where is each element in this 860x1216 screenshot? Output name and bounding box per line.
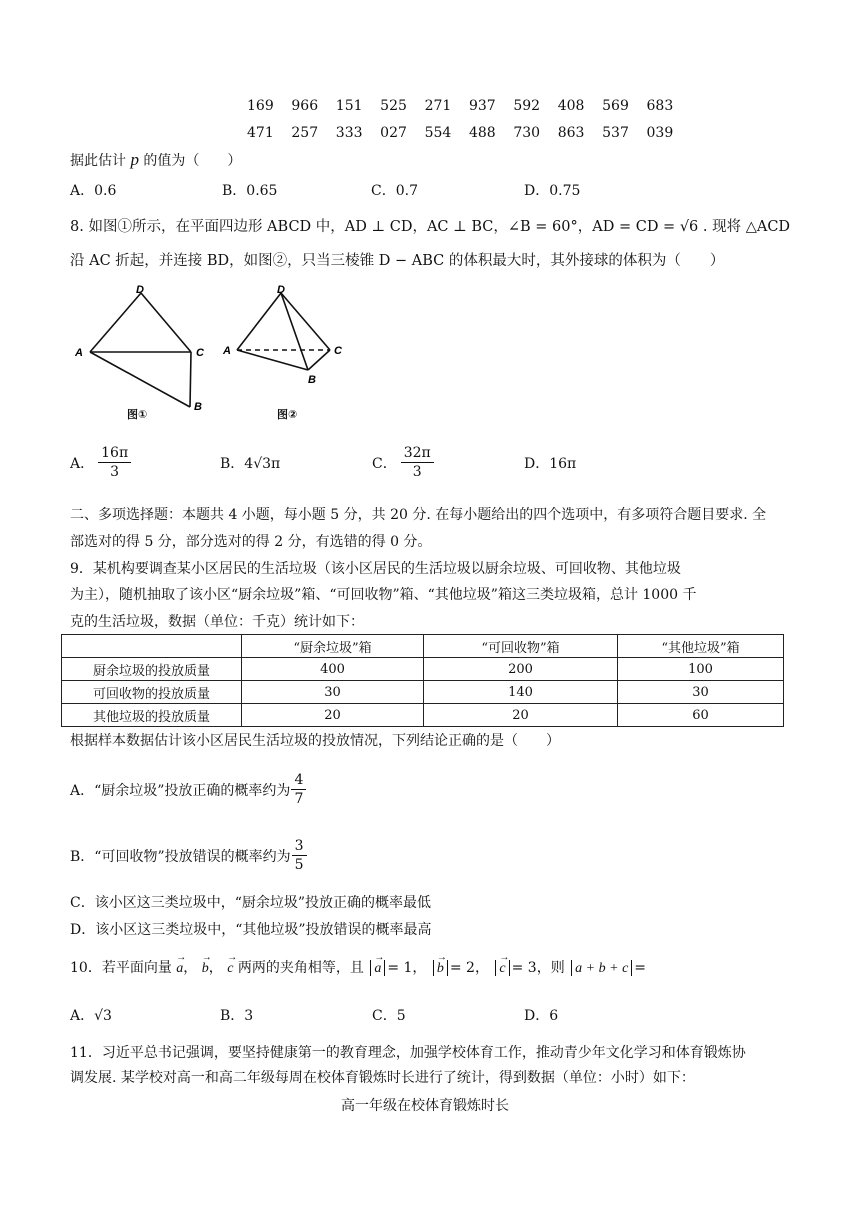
table-cell: 400 xyxy=(242,658,424,681)
q9-option-b xyxy=(70,837,307,874)
table-cell: 30 xyxy=(242,681,424,704)
number: 966 xyxy=(291,98,319,114)
q8-option-d: D．16π xyxy=(524,455,577,472)
edge-ab xyxy=(90,352,190,407)
q11-table-caption: 高一年级在校体育锻炼时长 xyxy=(341,1098,509,1114)
number: 271 xyxy=(424,98,452,114)
q9-option-a-fraction xyxy=(291,771,306,808)
number: 592 xyxy=(513,98,541,114)
abs-b xyxy=(433,960,448,976)
figure-2-diagram xyxy=(220,282,360,392)
vector-a: → a xyxy=(374,959,381,979)
number: 569 xyxy=(602,98,629,114)
number: 525 xyxy=(380,98,407,114)
denominator: 3 xyxy=(412,464,422,480)
q8-stem-line-1: 8. 如图①所示，在平面四边形 ABCD 中，AD ⊥ CD，AC ⊥ BC，∠B = 60°，AD = CD = √6 . 现将 △ACD xyxy=(70,219,791,235)
label-d: D xyxy=(277,284,285,296)
table-cell: 20 xyxy=(242,704,424,727)
q7-options xyxy=(70,180,580,200)
q11-stem-line-1: 11．习近平总书记强调，要坚持健康第一的教育理念，加强学校体育工作，推动青少年文化学习和体育锻炼协 xyxy=(70,1045,746,1061)
q7-stem xyxy=(70,150,241,171)
abs-c xyxy=(495,960,509,976)
number: 863 xyxy=(557,125,585,141)
q9-option-a xyxy=(70,771,306,808)
q9-option-a-text: A．“厨余垃圾”投放正确的概率约为 xyxy=(70,782,291,799)
table-cell: 20 xyxy=(424,704,618,727)
q10-stem: 10．若平面向量 → a， → b， → c 两两的夹角相等，且 → a = 1， → b = 2， → c = 3，则 a + b + c = xyxy=(70,958,646,979)
edge-ad xyxy=(90,293,141,352)
q7-option-d: D．0.75 xyxy=(524,183,581,199)
q9-option-b-fraction xyxy=(292,837,307,874)
table-cell: 可回收物的投放质量 xyxy=(62,681,242,704)
q7-option-a: A．0.6 xyxy=(70,183,117,199)
figure-2-caption: 图② xyxy=(277,408,298,421)
figure-1-diagram xyxy=(70,282,220,422)
vector-c: → c xyxy=(227,959,233,979)
figure-1-caption: 图① xyxy=(127,408,148,421)
numerator: 4 xyxy=(291,771,306,790)
garbage-data-table xyxy=(61,634,784,727)
q9-option-b-text: B．“可回收物”投放错误的概率约为 xyxy=(70,848,291,865)
table-cell: 60 xyxy=(618,704,784,727)
table-row xyxy=(62,681,784,704)
q8-stem-line-2: 沿 AC 折起，并连接 BD，如图②，只当三棱锥 D − ABC 的体积最大时，其外接球的体积为（ ） xyxy=(70,253,725,269)
label-b: B xyxy=(308,374,316,386)
vector-c: → c xyxy=(499,959,505,979)
table-header-cell: “可回收物”箱 xyxy=(424,635,618,658)
q8-option-b: B．4√3π xyxy=(220,455,281,472)
q10-stem-mid: 两两的夹角相等，且 xyxy=(237,960,364,976)
edge-cb xyxy=(308,350,330,370)
q11-stem-line-2: 调发展. 某学校对高一和高二年级每周在校体育锻炼时长进行了统计，得到数据（单位：小时）如下： xyxy=(70,1070,695,1086)
q8-option-a-fraction xyxy=(98,444,131,481)
edge-ad xyxy=(237,293,281,350)
q10-option-d: D．6 xyxy=(524,1008,559,1024)
q8-option-c-label: C． xyxy=(372,455,397,472)
q9-question: 根据样本数据估计该小区居民生活垃圾的投放情况，下列结论正确的是（ ） xyxy=(70,733,560,749)
label-b: B xyxy=(194,401,202,413)
q8-option-a xyxy=(70,444,220,481)
numerator: 32π xyxy=(401,444,434,463)
random-numbers-row-2 xyxy=(247,125,691,141)
label-a: A xyxy=(223,345,231,357)
q8-option-c-fraction xyxy=(401,444,434,481)
q9-stem-line-2: 为主），随机抽取了该小区“厨余垃圾”箱、“可回收物”箱、“其他垃圾”箱这三类垃圾箱，总计 1000 千 xyxy=(70,587,697,603)
number: 257 xyxy=(291,125,319,141)
table-header-cell: “其他垃圾”箱 xyxy=(618,635,784,658)
vector-b: → b xyxy=(202,959,209,979)
q9-option-c: C．该小区这三类垃圾中，“厨余垃圾”投放正确的概率最低 xyxy=(70,895,432,911)
number: 730 xyxy=(513,125,541,141)
q7-variable: p xyxy=(130,150,139,169)
table-cell: 其他垃圾的投放质量 xyxy=(62,704,242,727)
number: 039 xyxy=(646,125,674,141)
number: 683 xyxy=(646,98,674,114)
q10-option-c: C．5 xyxy=(372,1008,406,1024)
q8-option-a-label: A． xyxy=(70,455,95,472)
vector-a: → a xyxy=(176,959,183,979)
abs-a-value: = 1， xyxy=(387,960,427,976)
denominator: 3 xyxy=(110,464,120,480)
denominator: 7 xyxy=(294,791,304,807)
q7-option-c: C．0.7 xyxy=(371,183,418,199)
number: 488 xyxy=(468,125,496,141)
table-row xyxy=(62,704,784,727)
q10-option-a: A．√3 xyxy=(70,1008,112,1024)
table-header-cell xyxy=(62,635,242,658)
table-cell: 30 xyxy=(618,681,784,704)
number: 554 xyxy=(424,125,452,141)
number: 537 xyxy=(602,125,629,141)
edge-cb xyxy=(190,352,191,407)
label-a: A xyxy=(75,347,83,359)
number: 471 xyxy=(247,125,274,141)
table-cell: 140 xyxy=(424,681,618,704)
table-cell: 200 xyxy=(424,658,618,681)
q8-option-c xyxy=(372,444,524,481)
q9-stem-line-3: 克的生活垃圾，数据（单位：千克）统计如下： xyxy=(70,614,364,630)
abs-c-value: = 3，则 xyxy=(511,960,565,976)
table-header-cell: “厨余垃圾”箱 xyxy=(242,635,424,658)
q10-option-b: B．3 xyxy=(220,1008,254,1024)
edge-dc xyxy=(141,293,191,352)
equals-sign: = xyxy=(634,960,647,976)
section-2-line-2: 部选对的得 5 分，部分选对的得 2 分，有选错的得 0 分。 xyxy=(70,534,432,550)
numerator: 16π xyxy=(98,444,131,463)
numerator: 3 xyxy=(292,837,307,856)
q9-option-d: D．该小区这三类垃圾中，“其他垃圾”投放错误的概率最高 xyxy=(70,922,432,938)
number: 151 xyxy=(335,98,363,114)
table-row xyxy=(62,658,784,681)
number: 333 xyxy=(335,125,363,141)
number: 408 xyxy=(557,98,585,114)
abs-a xyxy=(370,960,385,976)
label-c: C xyxy=(334,345,342,357)
q9-stem-line-1: 9．某机构要调查某小区居民的生活垃圾（该小区居民的生活垃圾以厨余垃圾、可回收物、其他垃圾 xyxy=(70,561,681,577)
abs-b-value: = 2， xyxy=(449,960,489,976)
vector-sum: a + b + c xyxy=(575,961,629,976)
number: 169 xyxy=(247,98,274,114)
table-cell: 100 xyxy=(618,658,784,681)
abs-sum xyxy=(571,960,632,976)
edge-ab xyxy=(237,350,308,370)
q7-stem-pre: 据此估计 xyxy=(70,153,126,169)
q7-option-b: B．0.65 xyxy=(222,183,278,199)
section-2-line-1: 二、多项选择题：本题共 4 小题，每小题 5 分，共 20 分. 在每小题给出的四个选项中，有多项符合题目要求. 全 xyxy=(70,507,767,523)
vector-b: → b xyxy=(437,959,444,979)
number: 027 xyxy=(380,125,407,141)
table-cell: 厨余垃圾的投放质量 xyxy=(62,658,242,681)
q10-options xyxy=(70,1005,558,1025)
edge-db xyxy=(281,293,308,370)
edge-dc xyxy=(281,293,330,350)
label-c: C xyxy=(196,347,204,359)
denominator: 5 xyxy=(294,857,304,873)
q8-options xyxy=(70,444,576,481)
q10-stem-pre: 10．若平面向量 xyxy=(70,960,172,976)
random-numbers-row-1 xyxy=(247,98,691,114)
number: 937 xyxy=(468,98,496,114)
table-header-row xyxy=(62,635,784,658)
q7-stem-post: 的值为（ ） xyxy=(143,153,242,169)
label-d: D xyxy=(136,284,144,296)
